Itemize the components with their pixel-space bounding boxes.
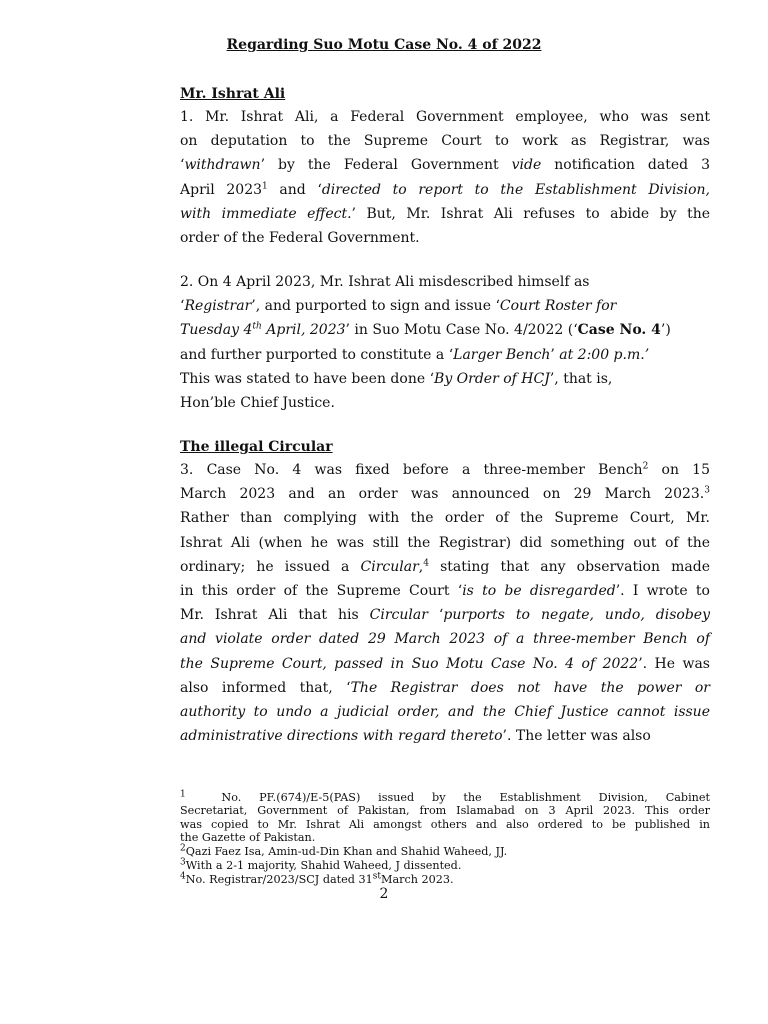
p2-line-2: ‘Registrar’, and purported to sign and issue ‘Court Roster for bbox=[180, 298, 617, 315]
footnote-mark-2: 2 bbox=[180, 843, 186, 854]
footnote-mark-1: 1 bbox=[180, 789, 186, 800]
p2-line-4: and further purported to constitute a ‘Larger Bench’ at 2:00 p.m.’ bbox=[180, 346, 650, 363]
footnote-ref-2: 2 bbox=[642, 461, 649, 472]
heading-mr-ishrat-ali: Mr. Ishrat Ali bbox=[180, 86, 286, 102]
paragraph-2 bbox=[180, 270, 710, 415]
p3-line-7: Mr. Ishrat Ali that his Circular ‘purports to negate, undo, disobey bbox=[180, 607, 711, 624]
page-number: 2 bbox=[379, 886, 389, 902]
footnote-ref-4: 4 bbox=[423, 558, 429, 569]
p3-line-3: Rather than complying with the order of the Supreme Court, Mr. bbox=[180, 510, 710, 527]
p1-line-5: with immediate effect.’ But, Mr. Ishrat Ali refuses to abide by the bbox=[180, 205, 710, 222]
footnote-1: $^1$ No. PF.(674)/E-5(PAS) issued by the Establishment Division, Cabinet Secretariat, Government of Pakistan, from Islamabad on 3 April 2023. This order was copied to Mr. Ishrat Ali amongst others and also ordered to be published in the Gazette of Pakistan. bbox=[180, 789, 710, 845]
p3-line-6: in this order of the Supreme Court ‘is to be disregarded’. I wrote to bbox=[180, 583, 710, 600]
heading-illegal-circular: The illegal Circular bbox=[180, 439, 333, 455]
p3-line-9: the Supreme Court, passed in Suo Motu Case No. 4 of 2022’. He was bbox=[180, 655, 710, 672]
page-title: Regarding Suo Motu Case No. 4 of 2022 bbox=[226, 37, 542, 53]
p3-line-2: March 2023 and an order was announced on 29 March 2023.$^3$ bbox=[180, 485, 710, 503]
p3-line-1: 3. Case No. 4 was fixed before a three-member Bench$^2$ on 15 bbox=[180, 461, 710, 478]
p1-line-4: April 2023$^1$ and ‘directed to report to the Establishment Division, bbox=[180, 180, 710, 198]
p1-line-2: on deputation to the Supreme Court to work as Registrar, was bbox=[180, 133, 710, 150]
p2-line-1: 2. On 4 April 2023, Mr. Ishrat Ali misdescribed himself as bbox=[180, 274, 590, 290]
p1-line-1: 1. Mr. Ishrat Ali, a Federal Government employee, who was sent bbox=[180, 109, 710, 125]
footnote-ref-1: 1 bbox=[262, 180, 268, 191]
paragraph-3 bbox=[180, 458, 710, 748]
p1-line-3: ‘withdrawn’ by the Federal Government vide notification dated 3 bbox=[180, 157, 711, 174]
footnote-mark-3: 3 bbox=[180, 857, 186, 868]
footnote-3: $^3$With a 2-1 majority, Shahid Waheed, J dissented. bbox=[180, 857, 462, 872]
p3-line-4: Ishrat Ali (when he was still the Registrar) did something out of the bbox=[180, 534, 710, 551]
footnote-mark-4: 4 bbox=[180, 871, 186, 882]
p3-line-10: also informed that, ‘The Registrar does not have the power or bbox=[180, 679, 710, 696]
p2-line-5: This was stated to have been done ‘By Order of HCJ’, that is, bbox=[180, 370, 613, 387]
p1-line-6: order of the Federal Government. bbox=[180, 230, 420, 247]
footnote-4: $^4$No. Registrar/2023/SCJ dated 31stMarch 2023. bbox=[180, 871, 454, 886]
p3-line-8: and violate order dated 29 March 2023 of a three-member Bench of bbox=[180, 631, 710, 648]
p3-line-11: authority to undo a judicial order, and the Chief Justice cannot issue bbox=[180, 704, 710, 721]
p2-line-6: Hon’ble Chief Justice. bbox=[180, 395, 335, 412]
paragraph-1 bbox=[180, 105, 710, 250]
p3-line-12: administrative directions with regard thereto’. The letter was also bbox=[180, 728, 651, 745]
p3-line-5: ordinary; he issued a Circular,$^4$ stating that any observation made bbox=[180, 558, 710, 575]
p2-line-3: Tuesday 4th April, 2023’ in Suo Motu Case No. 4/2022 (‘Case No. 4’) bbox=[180, 321, 671, 339]
footnote-2: $^2$Qazi Faez Isa, Amin-ud-Din Khan and Shahid Waheed, JJ. bbox=[180, 843, 508, 858]
footnote-ref-3: 3 bbox=[704, 485, 710, 496]
